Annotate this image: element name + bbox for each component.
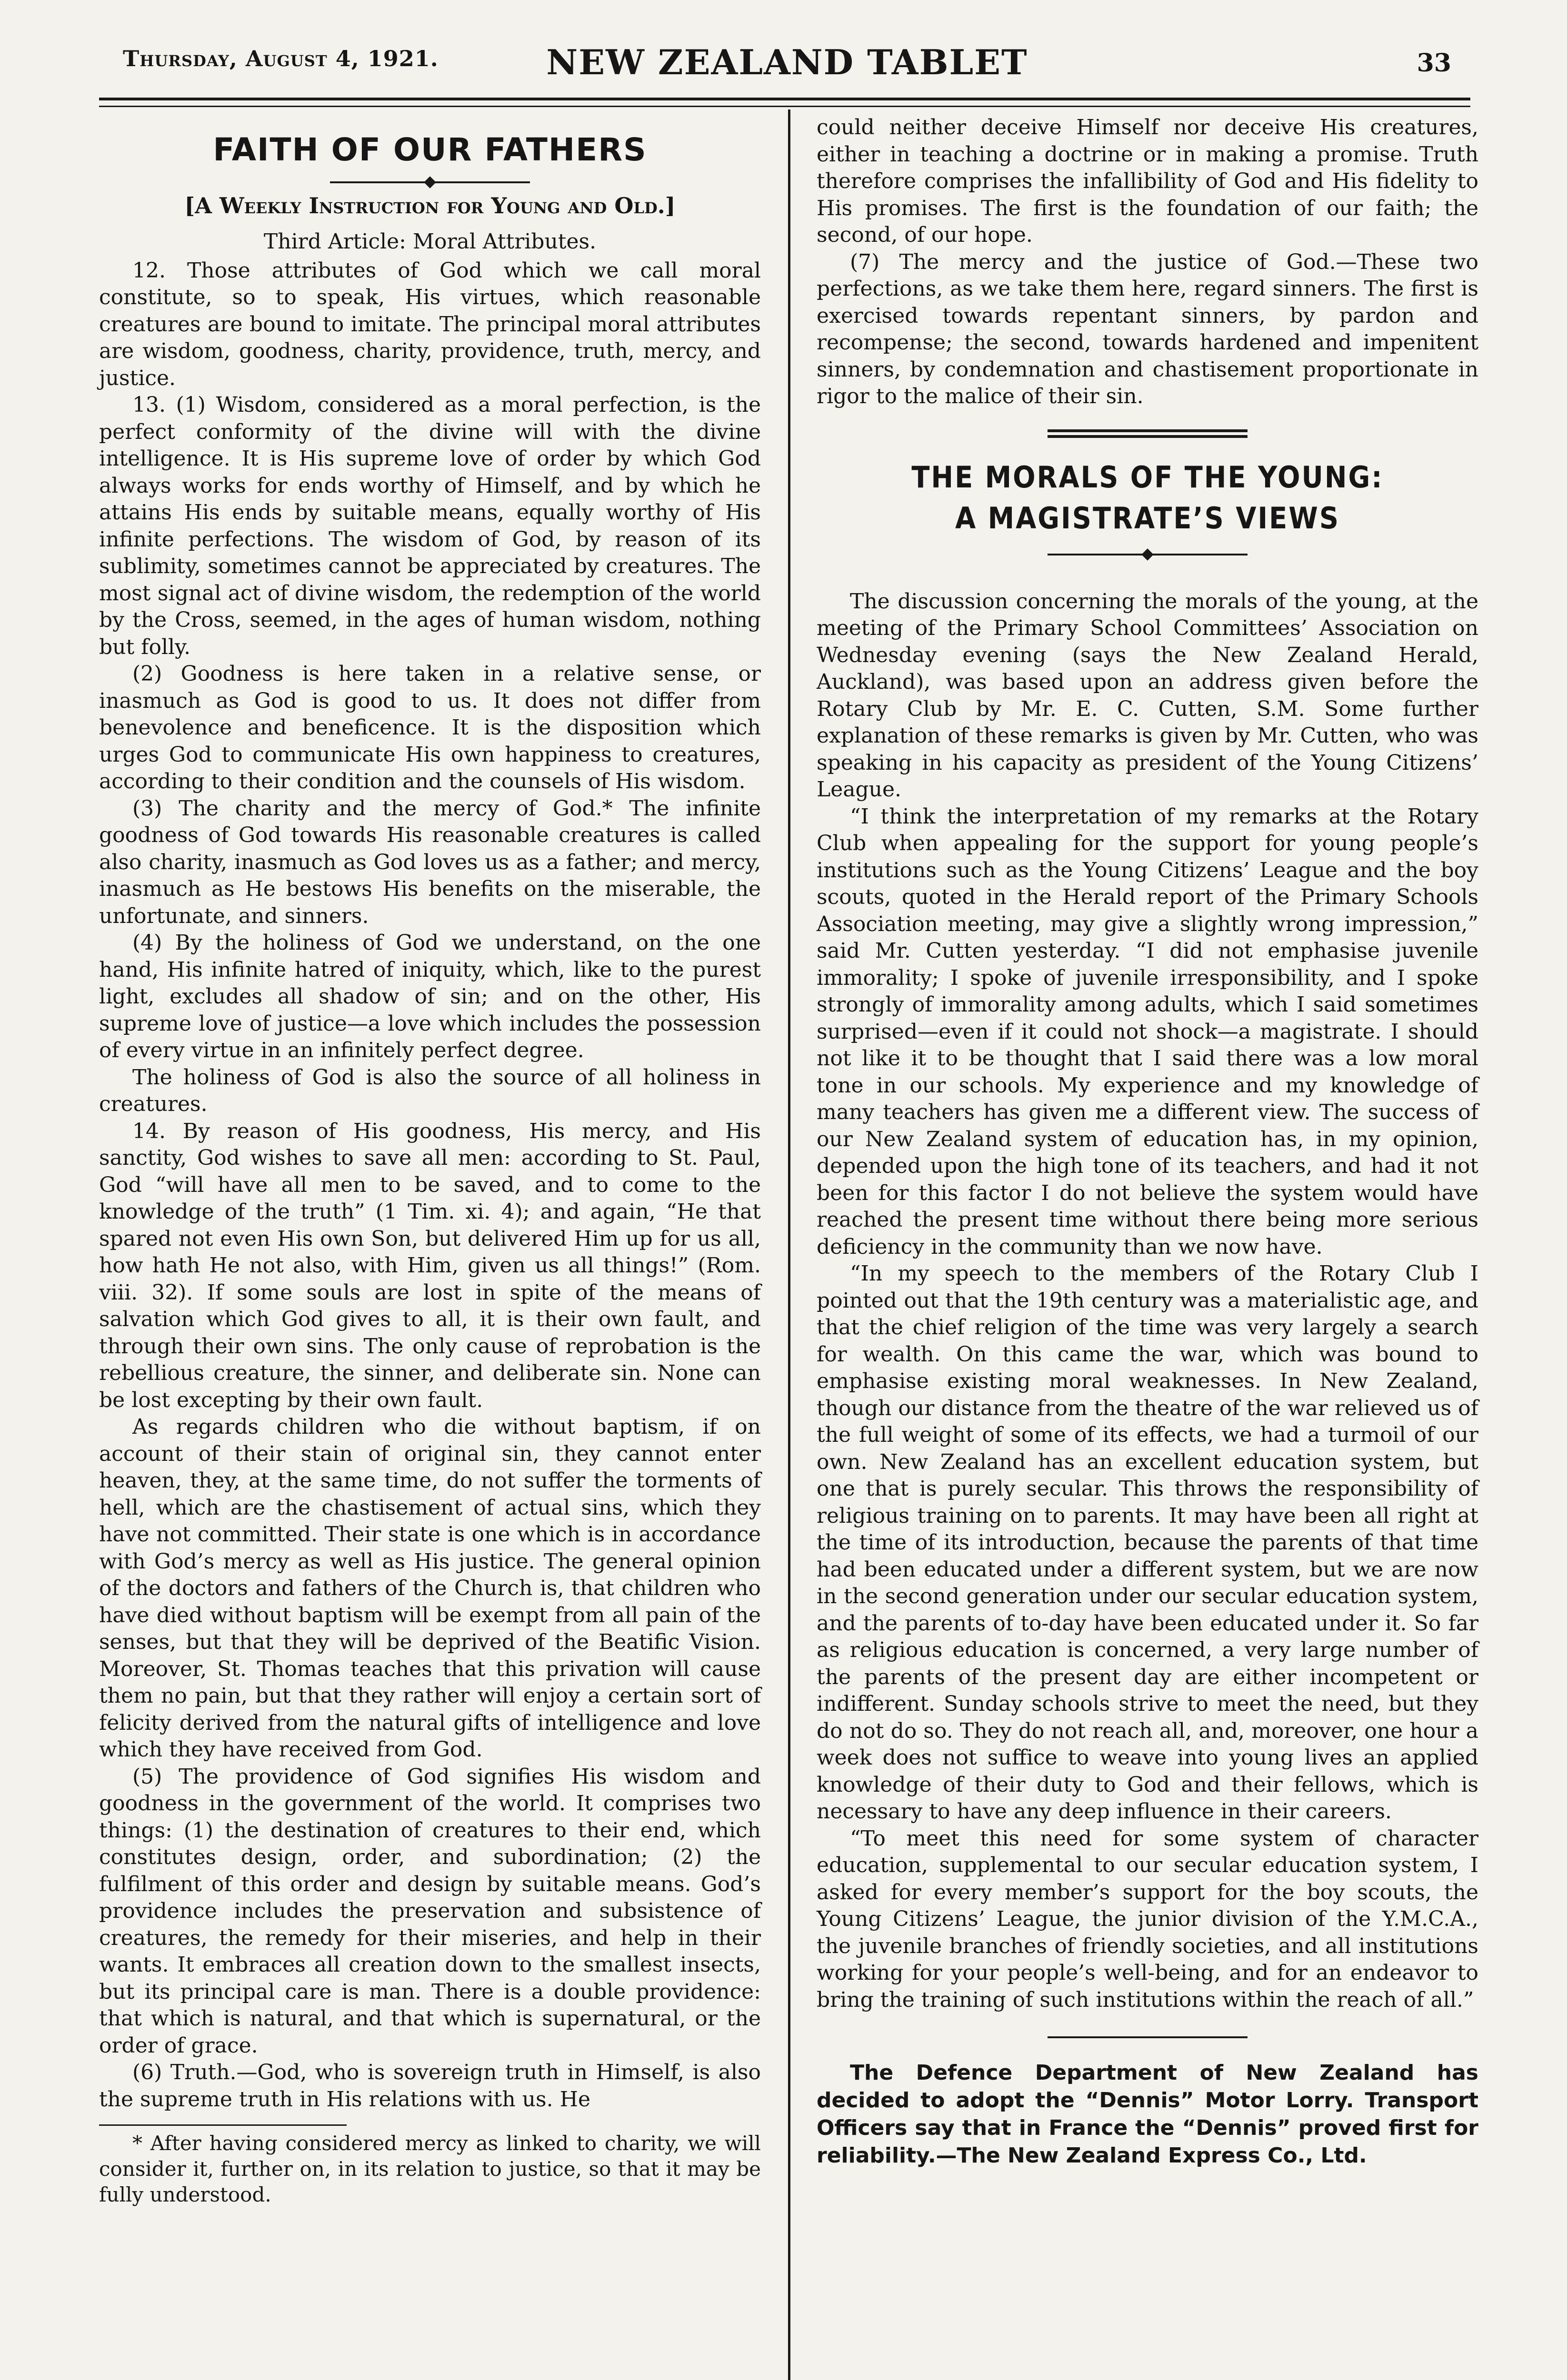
article1-paragraph: 12. Those attributes of God which we call moral constitute, so to speak, His virtues, which reasonable creatures are bound to imitate. The principal moral attributes are wisdom, goodness, charity, providence, truth, mercy, and justice. (99, 258, 761, 390)
defence-notice (817, 2059, 1478, 2170)
notice-separator (1048, 2036, 1248, 2038)
footnote: * After having considered mercy as linked to charity, we will consider it, further on, in its relation to justice, so that it may be fully understood. (99, 2132, 761, 2206)
article1-paragraph: 14. By reason of His goodness, His mercy, and His sanctity, God wishes to save all men: according to St. Paul, God “will have all men to be saved, and to come to the knowledge of the truth” (1 Tim. xi. 4); and again, “He that spared not even His own Son, but delivered Him up for us all, how hath He not also, with Him, given us all things!” (Rom. viii. 32). If some souls are lost in spite of the means of salvation which God gives to all, it is their own fault, and through their own sins. The only cause of reprobation is the rebellious creature, the sinner, and deliberate sin. None can be lost excepting by their own fault. (99, 1119, 761, 1412)
article2-title-line2: A MAGISTRATE’S VIEWS (955, 500, 1340, 536)
article1-continuation: (7) The mercy and the justice of God.—These two perfections, as we take them here, regard sinners. The first is exercised towards repentant sinners, by pardon and recompense; the second, towards hardened and impenitent sinners, by condemnation and chastisement proportionate in rigor to the malice of their sin. (817, 249, 1478, 408)
article1-paragraph: (3) The charity and the mercy of God.* The infinite goodness of God towards His reasonable creatures is called also charity, inasmuch as God loves us as a father; and mercy, inasmuch as He bestows His benefits on the miserable, the unfortunate, and sinners. (99, 796, 761, 928)
article2-title-line1: THE MORALS OF THE YOUNG: (911, 459, 1384, 495)
article1-subtitle: [A Weekly Instruction for Young and Old.] (184, 193, 676, 218)
notice-text: The Defence Department of New Zealand has decided to adopt the “Dennis” Motor Lorry. Transport Officers say that in France the “Dennis” proved first for reliability.—The New Zealand Express Co., Ltd. (817, 2061, 1478, 2168)
article1-paragraph: The holiness of God is also the source of all holiness in creatures. (99, 1065, 761, 1116)
header-rule-thin (99, 106, 1470, 107)
article1-paragraph: 13. (1) Wisdom, considered as a moral perfection, is the perfect conformity of the divine will with the divine intelligence. It is His supreme love of order by which God always works for ends worthy of Himself, and by which he attains His ends by suitable means, equally worthy of His infinite perfections. The wisdom of God, by reason of its sublimity, sometimes cannot be appreciated by creatures. The most signal act of divine wisdom, the redemption of the world by the Cross, seemed, in the ages of human wisdom, nothing but folly. (99, 393, 761, 659)
article1-paragraph: As regards children who die without baptism, if on account of their stain of original sin, they cannot enter heaven, they, at the same time, do not suffer the torments of hell, which are the chastisement of actual sins, which they have not committed. Their state is one which is in accordance with God’s mercy as well as His justice. The general opinion of the doctors and fathers of the Church is, that children who have died without baptism will be exempt from all pain of the senses, but that they will be deprived of the Beatific Vision. Moreover, St. Thomas teaches that this privation will cause them no pain, but that they rather will enjoy a certain sort of felicity derived from the natural gifts of intelligence and love which they have received from God. (99, 1415, 761, 1762)
article1-paragraph: (6) Truth.—God, who is sovereign truth in Himself, is also the supreme truth in His relations with us. He (99, 2060, 761, 2112)
paper-title: NEW ZEALAND TABLET (546, 42, 1028, 82)
article2-paragraph: The discussion concerning the morals of the young, at the meeting of the Primary School Committees’ Association on Wednesday evening (says the New Zealand Herald, Auckland), was based upon an address given before the Rotary Club by Mr. E. C. Cutten, S.M. Some further explanation of these remarks is given by Mr. Cutten, who was speaking in his capacity as president of the Young Citizens’ League. (817, 589, 1478, 802)
article1-paragraph: (5) The providence of God signifies His wisdom and goodness in the government of the world. It comprises two things: (1) the destination of creatures to their end, which constitutes design, order, and subordination; (2) the fulfilment of this order and design by suitable means. God’s providence includes the preservation and subsistence of creatures, the remedy for their miseries, and help in their wants. It embraces all creation down to the smallest insects, but its principal care is man. There is a double providence: that which is natural, and that which is supernatural, or the order of grace. (99, 1764, 761, 2058)
article2-paragraph: “In my speech to the members of the Rotary Club I pointed out that the 19th century was a materialistic age, and that the chief religion of the time was very largely a search for wealth. On this came the war, which was bound to emphasise existing moral weaknesses. In New Zealand, though our distance from the theatre of the war relieved us of the full weight of some of its effects, we had a turmoil of our own. New Zealand has an excellent education system, but one that is purely secular. This throws the responsibility of religious training on to parents. It may have been all right at the time of its introduction, because the parents of that time had been educated under a different system, but we are now in the second generation under our secular education system, and the parents of to-day have been educated under it. So far as religious education is concerned, a very large number of the parents of the present day are either incompetent or indifferent. Sunday schools strive to meet the need, but they do not do so. They do not reach all, and, moreover, one hour a week does not suffice to weave into young lives an applied knowledge of their duty to God and their fellows, which is necessary to have any deep influence in their careers. (817, 1261, 1478, 1824)
article1-title: FAITH OF OUR FATHERS (213, 131, 647, 168)
page-header (123, 42, 1451, 85)
right-column (817, 114, 1478, 2170)
article2-paragraph: “To meet this need for some system of character education, supplemental to our secular education system, I asked for every member’s support for the boy scouts, the Young Citizens’ League, the junior division of the Y.M.C.A., the juvenile branches of friendly societies, and all institutions working for your people’s well-being, and for an endeavor to bring the training of such institutions within the reach of all.” (817, 1826, 1478, 2012)
page-number: 33 (1417, 49, 1451, 78)
column-divider (788, 109, 790, 2380)
issue-date: Thursday, August 4, 1921. (123, 46, 439, 71)
article1-section-heading: Third Article: Moral Attributes. (263, 229, 597, 254)
footnote-rule (99, 2124, 347, 2126)
article-separator (1048, 429, 1248, 438)
article1-paragraph: (2) Goodness is here taken in a relative sense, or inasmuch as God is good to us. It does not differ from benevolence and beneficence. It is the disposition which urges God to communicate His own happiness to creatures, according to their condition and the counsels of His wisdom. (99, 662, 761, 793)
header-rule (99, 98, 1470, 100)
article1-paragraph: (4) By the holiness of God we understand, on the one hand, His infinite hatred of iniquity, which, like to the purest light, excludes all shadow of sin; and on the other, His supreme love of justice—a love which includes the possession of every virtue in an infinitely perfect degree. (99, 931, 761, 1062)
article2-paragraph: “I think the interpretation of my remarks at the Rotary Club when appealing for the support for young people’s institutions such as the Young Citizens’ League and the boy scouts, quoted in the Herald report of the Primary Schools Association meeting, may give a slightly wrong impression,” said Mr. Cutten yesterday. “I did not emphasise juvenile immorality; I spoke of juvenile irresponsibility, and I spoke strongly of immorality among adults, which I said sometimes surprised—even if it could not shock—a magistrate. I should not like it to be thought that I said there was a low moral tone in our schools. My experience and my knowledge of many teachers has given me a different view. The success of our New Zealand system of education has, in my opinion, depended upon the high tone of its teachers, and had it not been for this factor I do not believe the system would have reached the present time without there being more serious deficiency in the community than we now have. (817, 804, 1478, 1259)
left-column (99, 114, 761, 2208)
article1-continuation: could neither deceive Himself nor deceive His creatures, either in teaching a doctrine or in making a promise. Truth therefore comprises the infallibility of God and His fidelity to His promises. The first is the foundation of our faith; the second, of our hope. (817, 115, 1478, 247)
ornamental-rule (330, 177, 530, 188)
ornamental-rule (1048, 549, 1248, 560)
